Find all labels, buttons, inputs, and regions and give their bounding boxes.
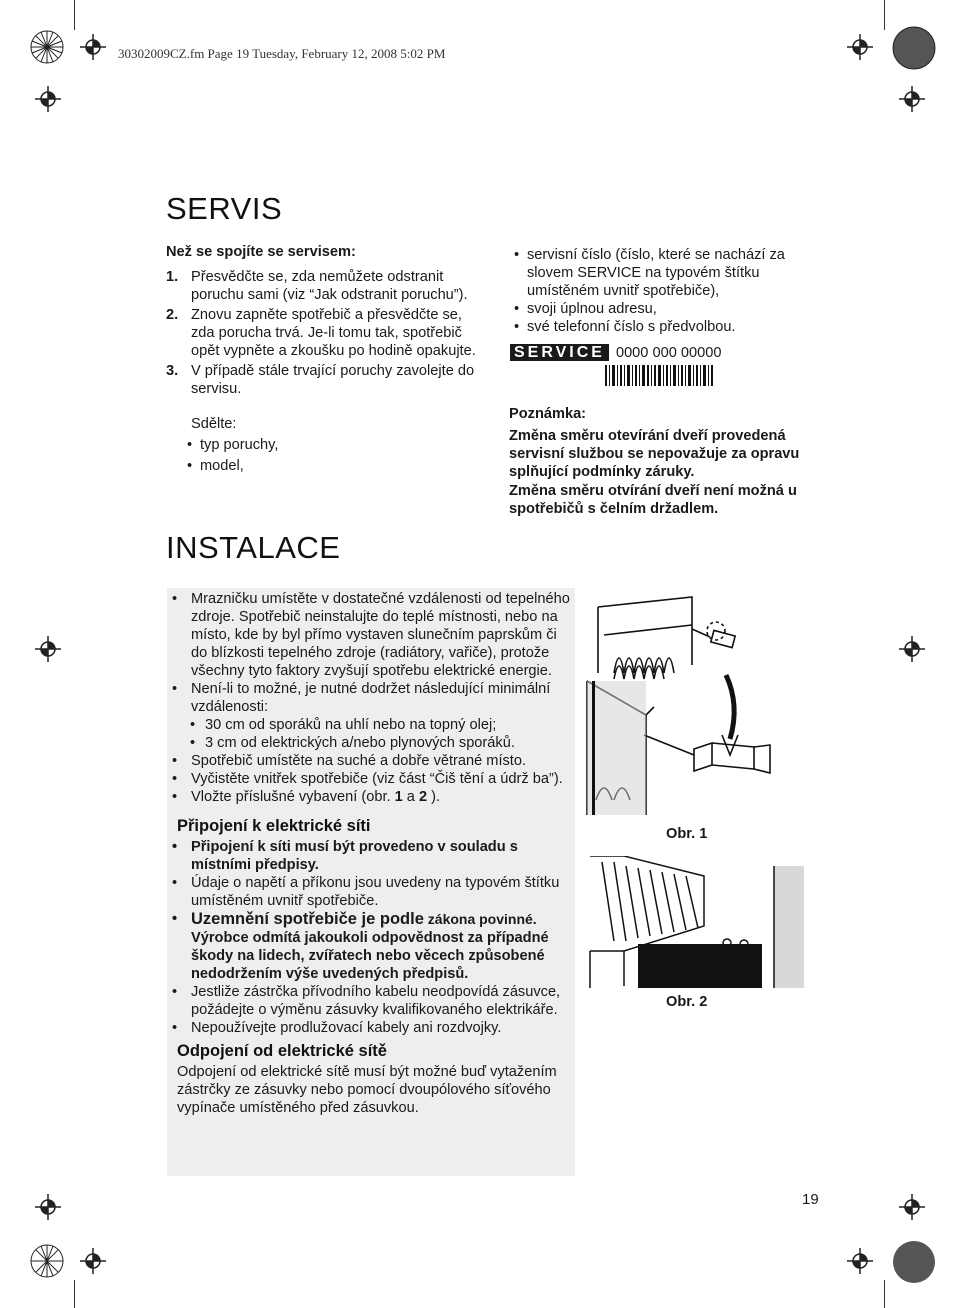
list-item: • svoji úplnou adresu,	[514, 300, 814, 318]
list-item: • Není-li to možné, je nutné dodržet následující minimální vzdálenosti:	[168, 680, 570, 716]
tell-label: Sdělte:	[191, 416, 237, 432]
list-item: • model,	[187, 457, 477, 475]
service-number: 0000 000 00000	[615, 344, 722, 361]
servis-step: 2. Znovu zapněte spotřebič a přesvědčte se, zda porucha trvá. Je-li tomu tak, spotřebič opět vypněte a zkoušku po hodině opakujte.	[166, 307, 476, 359]
registration-mark-bottom-left	[18, 1232, 76, 1290]
list-item: • 3 cm od elektrických a/nebo plynových sporáků.	[168, 734, 570, 752]
tell-list-right	[514, 246, 814, 336]
figure-1-freezer-plug-illustration	[584, 595, 814, 825]
servis-title: SERVIS	[166, 191, 283, 226]
list-item: • Připojení k síti musí být provedeno v souladu s místními předpisy.	[168, 838, 570, 874]
figure-2-freezer-bottom-illustration	[584, 856, 814, 988]
disconnect-text: Odpojení od elektrické sítě musí být možné buď vytažením zástrčky ze zásuvky nebo pomocí dvoupólového síťového vypínače umístěného před zásuvkou.	[177, 1064, 557, 1116]
list-item: • 30 cm od sporáků na uhlí nebo na topný olej;	[168, 716, 570, 734]
list-item: • Uzemnění spotřebiče je podle zákona povinné. Výrobce odmítá jakoukoli odpovědnost za případné škody na lidech, zvířatech nebo věcech způsobené nedodržením výše uvedených předpisů.	[168, 910, 570, 983]
barcode-icon	[605, 365, 715, 386]
list-item: • Vložte příslušné vybavení (obr. 1 a 2 ).	[168, 788, 570, 806]
registration-mark-left-mid	[33, 634, 63, 664]
tell-list-left	[187, 436, 477, 475]
list-item: • Spotřebič umístěte na suché a dobře větrané místo.	[168, 752, 570, 770]
servis-steps	[166, 268, 486, 398]
instalace-title: INSTALACE	[166, 530, 341, 565]
registration-mark-left-bottom	[33, 1192, 63, 1222]
registration-mark-bottom-right	[888, 1236, 940, 1288]
registration-mark-left-1	[33, 84, 63, 114]
file-slug: 30302009CZ.fm Page 19 Tuesday, February 12, 2008 5:02 PM	[118, 46, 446, 61]
servis-step: 3. V případě stále trvající poruchy zavolejte do servisu.	[166, 363, 475, 397]
figure-2-caption: Obr. 2	[666, 994, 708, 1010]
registration-mark-right-1	[897, 84, 927, 114]
disconnect-title: Odpojení od elektrické sítě	[177, 1042, 387, 1060]
servis-intro: Než se spojíte se servisem:	[166, 244, 356, 260]
list-item: • Mrazničku umístěte v dostatečné vzdálenosti od tepelného zdroje. Spotřebič neinstalujte do teplé místnosti, nebo na místo, kde by byl přímo vystaven slunečním paprskům či do blízkosti tepelného zdroje (radiátory, vařiče), protože všechny tyto faktory zvyšují spotřebu elektrické energie.	[168, 590, 570, 680]
list-item: • servisní číslo (číslo, které se nachází za slovem SERVICE na typovém štítku umístěném uvnitř spotřebiče),	[514, 246, 814, 300]
crop-line-top-right	[884, 0, 885, 30]
registration-mark-top-right-cross	[845, 32, 875, 62]
list-item: • své telefonní číslo s předvolbou.	[514, 318, 814, 336]
crop-line-top-left	[74, 0, 75, 30]
registration-mark-right-mid	[897, 634, 927, 664]
crop-line-bottom-right	[884, 1280, 885, 1308]
list-item: • typ poruchy,	[187, 436, 477, 454]
registration-mark-right-bottom	[897, 1192, 927, 1222]
list-item: • Nepoužívejte prodlužovací kabely ani rozdvojky.	[168, 1019, 570, 1037]
registration-mark-bottom-center-right	[845, 1246, 875, 1276]
registration-mark-top-center	[78, 32, 108, 62]
registration-mark-bottom-center-left	[78, 1246, 108, 1276]
list-item: • Jestliže zástrčka přívodního kabelu neodpovídá zásuvce, požádejte o výměnu zásuvky kvalifikovaného elektrikáře.	[168, 983, 570, 1019]
electric-title: Připojení k elektrické síti	[177, 817, 371, 835]
list-item: • Údaje o napětí a příkonu jsou uvedeny na typovém štítku umístěném uvnitř spotřebiče.	[168, 874, 570, 910]
note-label: Poznámka:	[509, 406, 587, 422]
registration-mark-top-right	[888, 22, 940, 74]
servis-step: 1. Přesvědčte se, zda nemůžete odstranit poruchu sami (viz “Jak odstranit poruchu”).	[166, 269, 468, 303]
figure-1-caption: Obr. 1	[666, 826, 708, 842]
service-word: SERVICE	[510, 344, 609, 361]
list-item: • Vyčistěte vnitřek spotřebiče (viz část “Čiš tění a údrž ba”).	[168, 770, 570, 788]
service-label	[510, 344, 721, 361]
crop-line-bottom-left	[74, 1280, 75, 1308]
note-text-2: Změna směru otvírání dveří není možná u spotřebičů s čelním držadlem.	[509, 483, 797, 517]
registration-mark-top-left	[18, 18, 76, 76]
page-number: 19	[802, 1191, 819, 1208]
note-text-1: Změna směru otevírání dveří provedená servisní službou se nepovažuje za opravu splňující podmínky záruky.	[509, 428, 800, 480]
instalace-content	[168, 590, 570, 1117]
